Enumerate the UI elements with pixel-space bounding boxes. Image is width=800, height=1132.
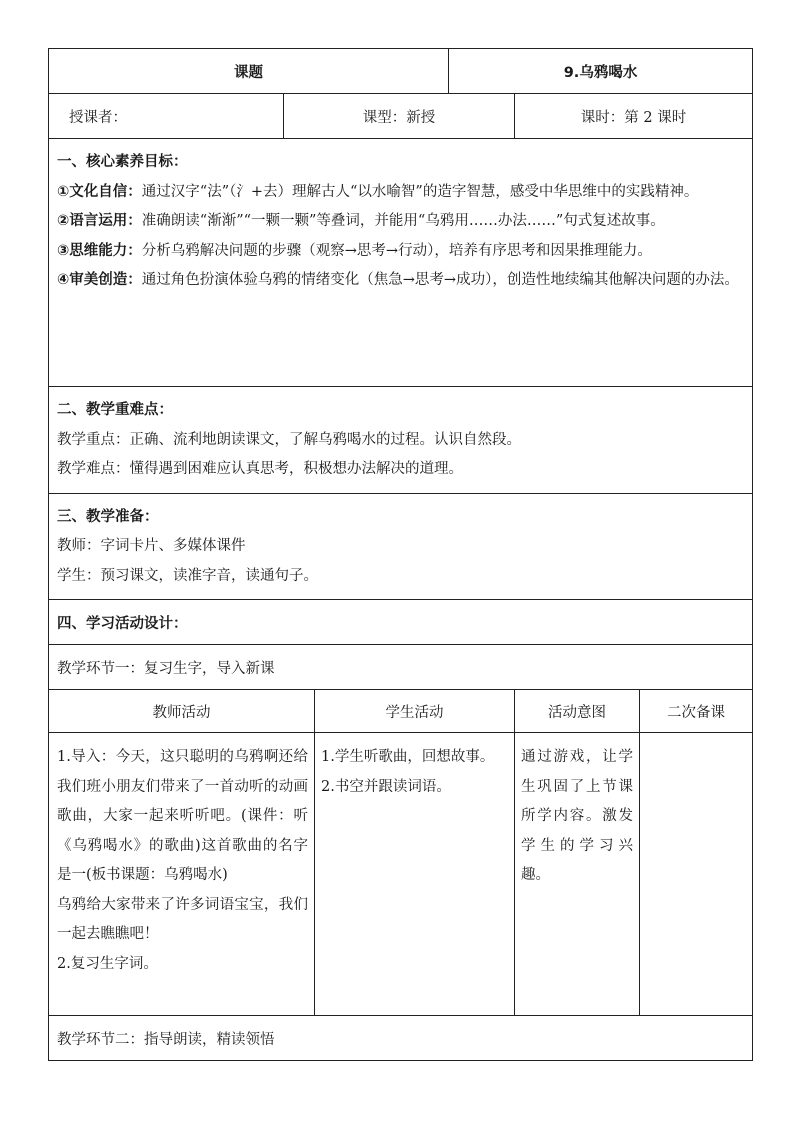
goal-item: ③思维能力：分析乌鸦解决问题的步骤（观察→思考→行动），培养有序思考和因果推理能力。	[57, 242, 652, 259]
preparation-heading: 三、教学准备：	[57, 508, 159, 525]
goal-item: ①文化自信：通过汉字“法”（氵+去）理解古人“以水喻智”的造字智慧，感受中华思维中的实践精神。	[57, 183, 699, 200]
key-point-line: 教学重点：正确、流利地朗读课文，了解乌鸦喝水的过程。认识自然段。	[57, 431, 521, 448]
activity-intent-cell	[515, 733, 640, 1016]
difficulty-line: 教学难点：懂得遇到困难应认真思考，积极想办法解决的道理。	[57, 461, 463, 477]
key-points-section	[49, 387, 753, 494]
goal-item: ②语言运用：准确朗读“渐渐”“一颗一颗”等叠词，并能用“乌鸦用……办法……”句式复述故事。	[57, 213, 665, 229]
goal-item: ④审美创造：通过角色扮演体验乌鸦的情绪变化（焦急→思考→成功），创造性地续编其他解决问题的办法。	[57, 272, 739, 288]
student-activity-step: 1.学生听歌曲，回想故事。	[321, 749, 495, 765]
teacher-prep-line: 教师：字词卡片、多媒体课件	[57, 538, 246, 554]
goals-row	[49, 139, 753, 387]
column-student-activity: 学生活动	[315, 690, 515, 733]
activity-content-row	[49, 733, 753, 1016]
goals-section	[49, 139, 753, 387]
preparation-row	[49, 493, 753, 600]
key-points-row	[49, 387, 753, 494]
header-row	[49, 49, 753, 94]
preparation-section	[49, 493, 753, 600]
student-activity-cell	[315, 733, 515, 1016]
activity-intent-text: 通过游戏，让学生巩固了上节课所学内容。激发学生的学习兴趣。	[521, 749, 633, 883]
activities-heading-row	[49, 600, 753, 645]
second-prep-cell	[640, 733, 753, 1016]
stage1-title: 教学环节一：复习生字，导入新课	[49, 645, 753, 690]
teacher-activity-step: 1.导入：今天，这只聪明的乌鸦啊还给我们班小朋友们带来了一首动听的动画歌曲，大家一起来听听吧。(课件：听《乌鸦喝水》的歌曲)这首歌曲的名字是一(板书课题：乌鸦喝水)	[57, 749, 308, 883]
lesson-type: 课型：新授	[284, 94, 515, 139]
meta-row	[49, 94, 753, 139]
stage2-row	[49, 1016, 753, 1061]
teacher-activity-cell	[49, 733, 315, 1016]
topic-label: 课题	[49, 49, 449, 94]
student-activity-step: 2.书空并跟读词语。	[321, 778, 451, 795]
teacher-field: 授课者：	[49, 94, 284, 139]
lesson-period: 课时：第 2 课时	[515, 94, 753, 139]
column-teacher-activity: 教师活动	[49, 690, 315, 733]
teacher-activity-step: 乌鸦给大家带来了许多词语宝宝，我们一起去瞧瞧吧！	[57, 896, 308, 942]
activities-heading: 四、学习活动设计：	[49, 600, 753, 645]
lesson-title: 9.乌鸦喝水	[449, 49, 753, 94]
student-prep-line: 学生：预习课文，读准字音，读通句子。	[57, 567, 318, 584]
goals-heading: 一、核心素养目标：	[57, 154, 188, 170]
stage1-row	[49, 645, 753, 690]
column-activity-intent: 活动意图	[515, 690, 640, 733]
key-points-heading: 二、教学重难点：	[57, 402, 173, 418]
lesson-plan-table	[48, 48, 753, 1061]
teacher-activity-step: 2.复习生字词。	[57, 955, 158, 972]
column-second-prep: 二次备课	[640, 690, 753, 733]
lesson-plan	[48, 48, 752, 1061]
activity-columns-row	[49, 690, 753, 733]
stage2-title: 教学环节二：指导朗读，精读领悟	[49, 1016, 753, 1061]
